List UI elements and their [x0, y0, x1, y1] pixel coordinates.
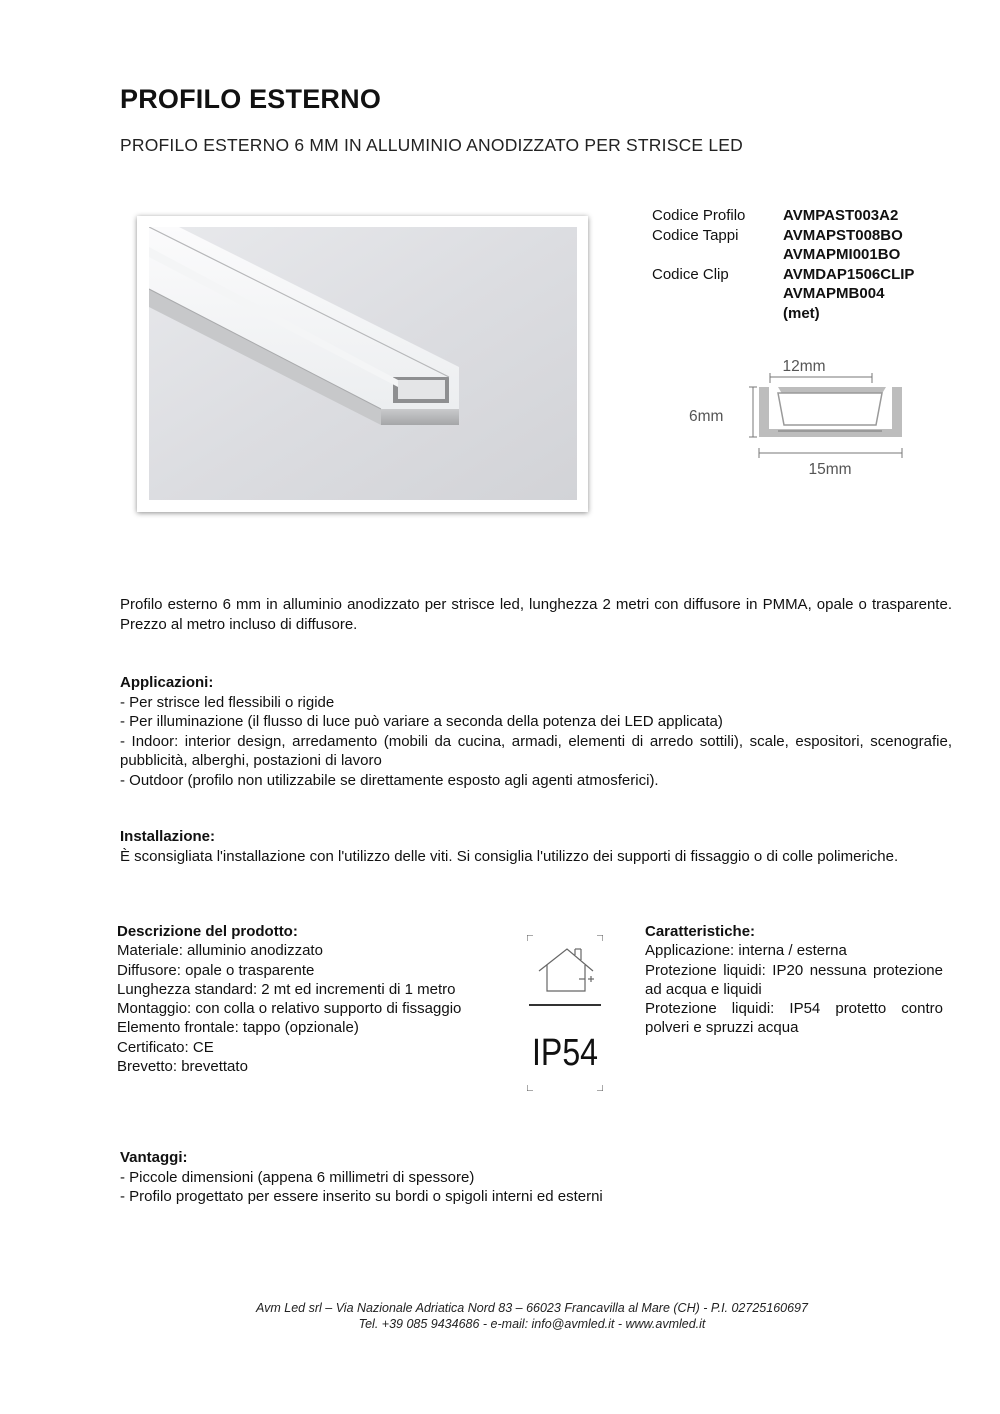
descrizione-heading: Descrizione del prodotto: — [117, 923, 298, 940]
installazione-heading: Installazione: — [120, 828, 216, 845]
code-tappi-label: Codice Tappi — [652, 226, 739, 244]
list-item: Elemento frontale: tappo (opzionale) — [117, 1019, 359, 1037]
installazione-text: È sconsigliata l'installazione con l'utilizzo delle viti. Si consiglia l'utilizzo dei supporti di fissaggio o di colle polimeriche. — [120, 847, 899, 865]
code-profilo-value: AVMPAST003A2 — [783, 207, 899, 224]
code-profilo-label: Codice Profilo — [652, 207, 746, 224]
intro-text: Profilo esterno 6 mm in alluminio anodizzato per strisce led, lunghezza 2 metri con diffusore in PMMA, opale o trasparente. Prezzo al metro incluso di diffusore. — [120, 596, 952, 633]
profile-section-diagram — [686, 350, 916, 490]
list-item: - Indoor: interior design, arredamento (mobili da cucina, armadi, elementi di arredo sottili), scale, espositori, scenografie, pubblicità, alberghi, postazioni di lavoro — [120, 732, 952, 769]
list-item: - Piccole dimensioni (appena 6 millimetri di spessore) — [120, 1168, 475, 1186]
page-title: PROFILO ESTERNO — [120, 84, 382, 114]
ip-rating-badge — [527, 935, 603, 1096]
list-item: Brevetto: brevettato — [117, 1058, 248, 1076]
list-item: Lunghezza standard: 2 mt ed incrementi di 1 metro — [117, 980, 456, 998]
vantaggi-section — [120, 1148, 952, 1207]
list-item: Certificato: CE — [117, 1038, 214, 1056]
list-item: Protezione liquidi: IP54 protetto contro polveri e spruzzi acqua — [645, 1000, 943, 1037]
caratteristiche-heading: Caratteristiche: — [645, 923, 756, 940]
descrizione-section — [117, 922, 517, 1076]
list-item: - Per illuminazione (il flusso di luce può variare a seconda della potenza dei LED applicata) — [120, 713, 723, 730]
applicazioni-heading: Applicazioni: — [120, 674, 214, 691]
product-photo — [137, 216, 588, 512]
installazione-section — [120, 827, 952, 866]
footer-contacts: Tel. +39 085 9434686 - e-mail: info@avmled.it - www.avmled.it — [358, 1317, 706, 1331]
list-item: - Per strisce led flessibili o rigide — [120, 693, 335, 711]
page-footer — [0, 1300, 1000, 1332]
list-item: Diffusore: opale o trasparente — [117, 961, 315, 979]
intro-paragraph — [120, 595, 952, 634]
vantaggi-heading: Vantaggi: — [120, 1149, 188, 1166]
caratteristiche-section — [645, 922, 943, 1038]
indoor-outdoor-icon — [539, 949, 594, 991]
code-clip-value: (met) — [783, 304, 820, 322]
product-codes — [652, 206, 914, 323]
dim-top-width: 12mm — [782, 358, 826, 375]
applicazioni-section — [120, 673, 952, 790]
list-item: - Profilo progettato per essere inserito su bordi o spigoli interni ed esterni — [120, 1188, 603, 1205]
dim-height: 6mm — [689, 408, 724, 425]
dim-bottom-width: 15mm — [808, 461, 852, 478]
page-subtitle: PROFILO ESTERNO 6 MM IN ALLUMINIO ANODIZZATO PER STRISCE LED — [120, 135, 743, 155]
code-clip-value: AVMAPMB004 — [783, 285, 885, 302]
list-item: Montaggio: con colla o relativo supporto di fissaggio — [117, 1000, 462, 1018]
list-item: Materiale: alluminio anodizzato — [117, 942, 323, 960]
code-tappi-value: AVMAPMI001BO — [783, 246, 901, 263]
footer-address: Avm Led srl – Via Nazionale Adriatica Nord 83 – 66023 Francavilla al Mare (CH) - P.I. 02725160697 — [256, 1301, 808, 1315]
aluminium-profile-image — [149, 227, 577, 500]
list-item: Applicazione: interna / esterna — [645, 942, 847, 960]
code-clip-label: Codice Clip — [652, 265, 729, 283]
code-clip-value: AVMDAP1506CLIP — [783, 265, 915, 283]
ip54-label: IP54 — [532, 1032, 598, 1074]
list-item: Protezione liquidi: IP20 nessuna protezione ad acqua e liquidi — [645, 961, 943, 998]
code-tappi-value: AVMAPST008BO — [783, 226, 903, 244]
list-item: - Outdoor (profilo non utilizzabile se direttamente esposto agli agenti atmosferici). — [120, 771, 659, 789]
